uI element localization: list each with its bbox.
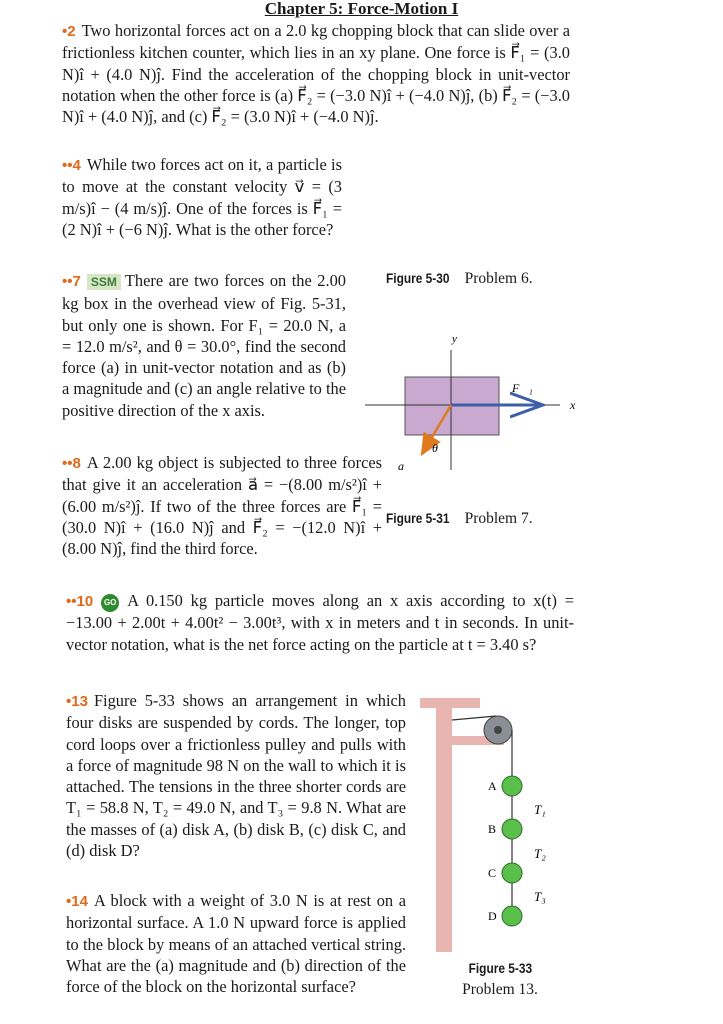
figure-label: Figure 5-30 [386, 270, 450, 286]
figure-problem: Problem 13. [462, 981, 538, 998]
figure-5-30-caption [386, 270, 533, 288]
x-axis-label: x [570, 398, 576, 412]
problem-number: •13 [66, 693, 88, 710]
figure-5-31-diagram [360, 330, 590, 480]
problem-number: •14 [66, 893, 88, 910]
problem-14 [66, 890, 406, 997]
figure-label: Figure 5-33 [468, 960, 532, 976]
figure-5-33-caption [450, 958, 550, 1000]
wall [436, 702, 452, 952]
disk-d [502, 906, 522, 926]
problem-text: While two forces act on it, a particle is to move at the constant velocity v⃗ = (3 m/s)î − (4 m/s)ĵ. One of the forces is F⃗₁ = (2 N)î + (−6 N)ĵ. What is the other force? [62, 155, 342, 239]
problem-10 [66, 590, 574, 655]
disk-a-label: A [488, 779, 497, 793]
ssm-badge: SSM [87, 274, 121, 290]
problem-7 [62, 270, 346, 421]
figure-5-33-diagram [418, 688, 568, 953]
tension-2-label: T₂ [534, 846, 546, 861]
disk-b [502, 819, 522, 839]
angle-label: θ [432, 441, 438, 455]
problem-number: ••4 [62, 157, 81, 174]
tension-1-label: T₁ [534, 802, 546, 817]
problem-number: ••8 [62, 455, 81, 472]
problem-8 [62, 452, 382, 559]
force-label: F⃗₁ [512, 381, 533, 395]
disk-d-label: D [488, 909, 497, 923]
problem-text: Figure 5-33 shows an arrangement in which four disks are suspended by cords. The longer, top cord loops over a frictionless pulley and pulls with a force of magnitude 98 N on the wall to which it is attached. The tensions in the three shorter cords are T₁ = 58.8 N, T₂ = 49.0 N, and T₃ = 9.8 N. What are the masses of (a) disk A, (b) disk B, (c) disk C, and (d) disk D? [66, 691, 406, 861]
problem-text: A 2.00 kg object is subjected to three forces that give it an acceleration a⃗ = −(8.00 m/s²)î + (6.00 m/s²)ĵ. If two of the three forces are F⃗₁ = (30.0 N)î + (16.0 N)ĵ and F⃗₂ = −(12.0 N)î + (8.00 N)ĵ, find the third force. [62, 453, 382, 559]
figure-5-31-caption [386, 510, 533, 528]
chapter-title: Chapter 5: Force-Motion I [264, 0, 459, 18]
problem-number: ••10 [66, 593, 94, 610]
problem-number: •2 [62, 23, 76, 40]
problem-text: Two horizontal forces act on a 2.0 kg chopping block that can slide over a frictionless kitchen counter, which lies in an xy plane. One force is F⃗₁ = (3.0 N)î + (4.0 N)ĵ. Find the acceleration of the chopping block in unit-vector notation when the other force is (a) F⃗₂ = (−3.0 N)î + (−4.0 N)ĵ, (b) F⃗₂ = (−3.0 N)î + (4.0 N)ĵ, and (c) F⃗₂ = (3.0 N)î + (−4.0 N)ĵ. [62, 21, 570, 127]
figure-problem: Problem 7. [464, 510, 533, 527]
disk-a [502, 776, 522, 796]
problem-text: A 0.150 kg particle moves along an x axis according to x(t) = −13.00 + 2.00t + 4.00t² − 3.00t³, with x in meters and t in seconds. In unit-vector notation, what is the net force acting on the particle at t = 3.40 s? [66, 591, 574, 654]
problem-4 [62, 154, 342, 240]
acceleration-label: a⃗ [398, 459, 414, 473]
disk-b-label: B [488, 822, 497, 836]
wall-top [420, 698, 480, 708]
go-badge: GO [101, 594, 119, 612]
figure-problem: Problem 6. [464, 270, 533, 287]
disk-c [502, 863, 522, 883]
figure-label: Figure 5-31 [386, 510, 450, 526]
problem-text: A block with a weight of 3.0 N is at rest on a horizontal surface. A 1.0 N upward force is applied to the block by means of an attached vertical string. What are the (a) magnitude and (b) direction of the force of the block on the horizontal surface? [66, 891, 406, 997]
problem-text: There are two forces on the 2.00 kg box in the overhead view of Fig. 5-31, but only one is shown. For F₁ = 20.0 N, a = 12.0 m/s², and θ = 30.0°, find the second force (a) in unit-vector notation and as (b) a magnitude and (c) an angle relative to the positive direction of the x axis. [62, 271, 346, 420]
problem-number: ••7 [62, 273, 81, 290]
pulley-axle [494, 726, 502, 734]
disk-c-label: C [488, 866, 497, 880]
problem-13 [66, 690, 406, 861]
y-axis-label: y [452, 333, 457, 345]
tension-3-label: T₃ [534, 889, 546, 904]
problem-2 [62, 20, 570, 127]
